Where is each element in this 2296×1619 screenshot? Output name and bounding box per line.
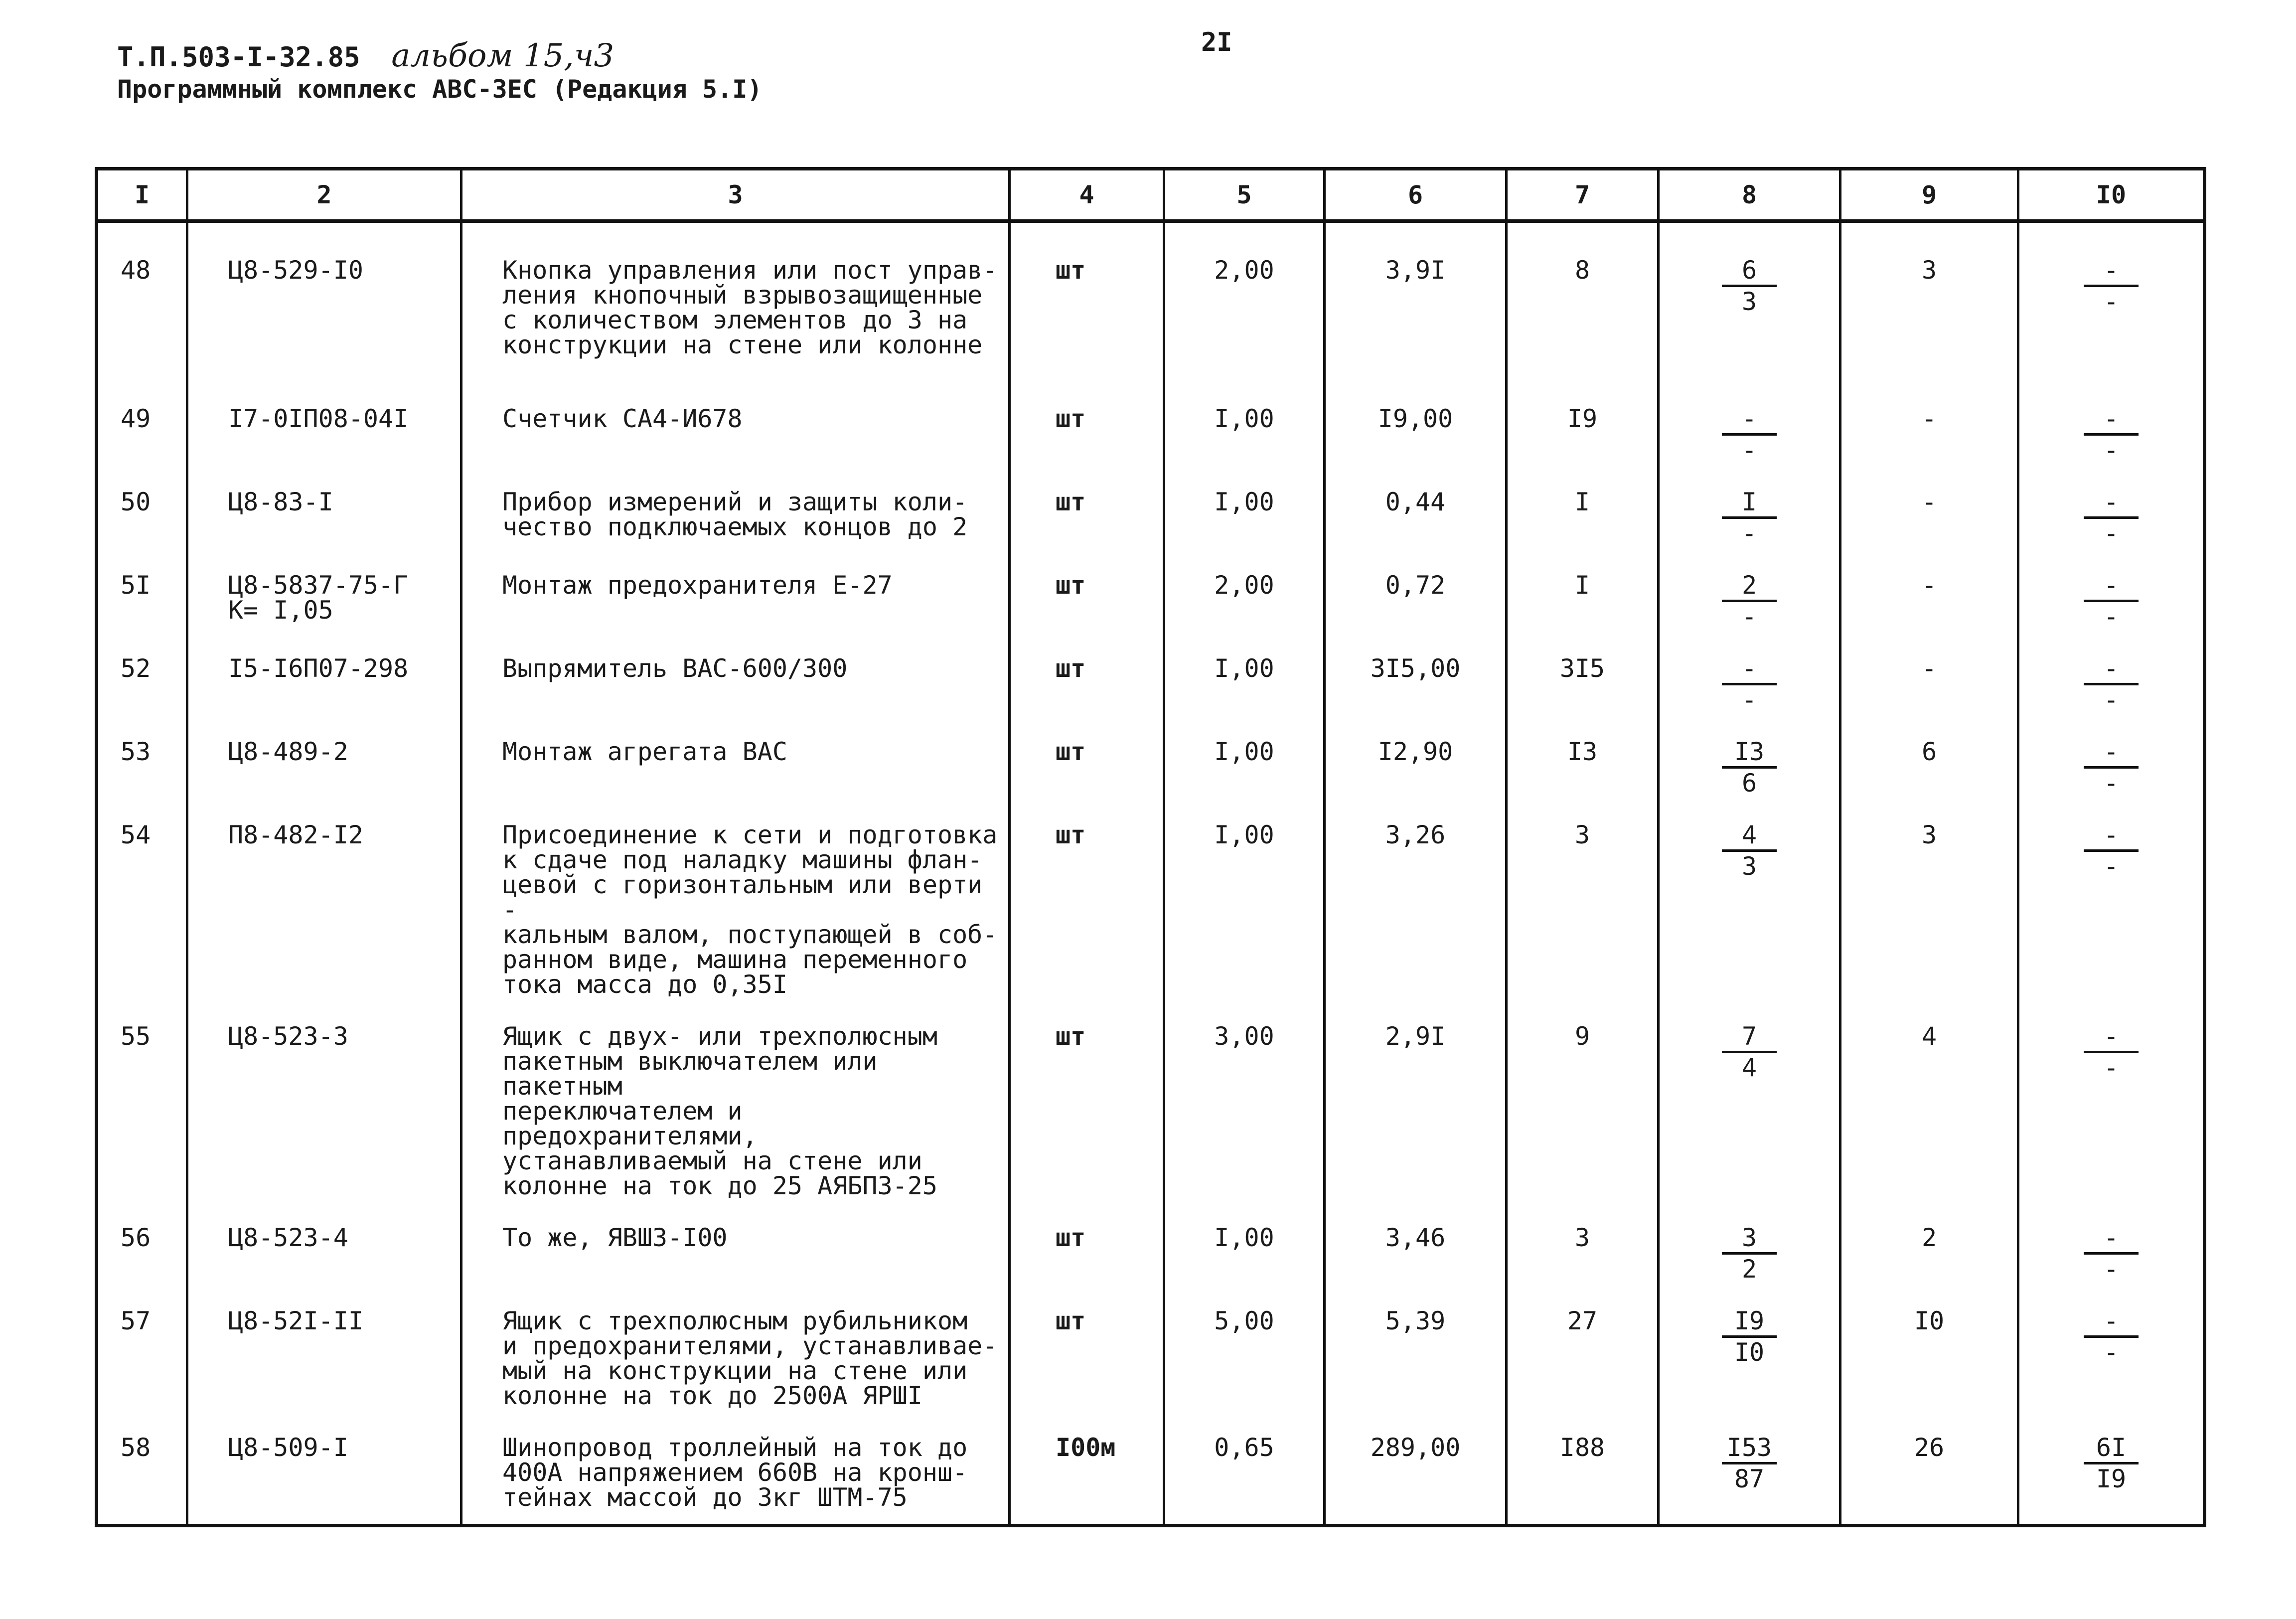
col8-fraction — [1659, 477, 1840, 560]
work-description: Монтаж предохранителя Е-27 — [461, 560, 1010, 643]
col9-value: - — [1840, 371, 2018, 477]
col10-fraction — [2018, 371, 2205, 477]
col10-numerator: - — [2084, 822, 2139, 852]
col8-fraction — [1659, 726, 1840, 810]
col10-fraction — [2018, 726, 2205, 810]
col9-value: - — [1840, 560, 2018, 643]
col8-denominator: 4 — [1741, 1053, 1757, 1082]
table-row — [97, 726, 2205, 810]
col10-numerator: - — [2084, 1024, 2139, 1053]
row-number: 52 — [97, 643, 187, 726]
col10-fraction — [2018, 1011, 2205, 1212]
col8-fraction — [1659, 643, 1840, 726]
col10-denominator: - — [2103, 1053, 2119, 1082]
col-header-10: I0 — [2018, 169, 2205, 221]
total-cost: 3 — [1507, 1212, 1659, 1295]
unit-price: 5,39 — [1325, 1295, 1507, 1422]
col10-numerator: 6I — [2084, 1435, 2139, 1464]
unit: шт — [1010, 371, 1164, 477]
col10-numerator: - — [2084, 258, 2139, 287]
unit-price: 2,9I — [1325, 1011, 1507, 1212]
col-header-5: 5 — [1164, 169, 1325, 221]
col10-numerator: - — [2084, 573, 2139, 602]
col-header-2: 2 — [187, 169, 461, 221]
col8-numerator: I53 — [1722, 1435, 1777, 1464]
total-cost: I9 — [1507, 371, 1659, 477]
row-number: 57 — [97, 1295, 187, 1422]
rate-code: Ц8-523-3 — [187, 1011, 461, 1212]
col8-fraction — [1659, 810, 1840, 1011]
unit: шт — [1010, 1212, 1164, 1295]
total-cost: I — [1507, 560, 1659, 643]
col9-value: I0 — [1840, 1295, 2018, 1422]
col10-numerator: - — [2084, 406, 2139, 436]
col9-value: 26 — [1840, 1422, 2018, 1526]
col10-denominator: - — [2103, 1338, 2119, 1367]
col8-denominator: - — [1741, 602, 1757, 631]
col8-fraction — [1659, 221, 1840, 372]
table-row — [97, 1295, 2205, 1422]
total-cost: 9 — [1507, 1011, 1659, 1212]
table-row — [97, 371, 2205, 477]
col10-fraction — [2018, 1212, 2205, 1295]
col8-numerator: - — [1722, 656, 1777, 685]
rate-code: Ц8-52I-II — [187, 1295, 461, 1422]
col8-fraction — [1659, 1422, 1840, 1526]
handwritten-note: альбом 15,ч3 — [391, 37, 614, 74]
col10-numerator: - — [2084, 739, 2139, 769]
col8-denominator: 2 — [1741, 1255, 1757, 1284]
row-number: 48 — [97, 221, 187, 372]
rate-code: I5-I6П07-298 — [187, 643, 461, 726]
col10-denominator: - — [2103, 436, 2119, 465]
table-row — [97, 1422, 2205, 1526]
unit: шт — [1010, 1295, 1164, 1422]
unit: I00м — [1010, 1422, 1164, 1526]
col9-value: - — [1840, 643, 2018, 726]
document-subtitle: Программный комплекс АВС-3ЕС (Редакция 5.I) — [117, 75, 763, 104]
rate-code: Ц8-509-I — [187, 1422, 461, 1526]
table-row — [97, 221, 2205, 372]
unit: шт — [1010, 477, 1164, 560]
quantity: 3,00 — [1164, 1011, 1325, 1212]
col10-denominator: - — [2103, 1255, 2119, 1284]
col8-fraction — [1659, 560, 1840, 643]
col10-numerator: - — [2084, 1225, 2139, 1255]
quantity: 5,00 — [1164, 1295, 1325, 1422]
col-header-9: 9 — [1840, 169, 2018, 221]
table-row — [97, 1011, 2205, 1212]
work-description: Выпрямитель ВАС-600/300 — [461, 643, 1010, 726]
work-description: Счетчик СА4-И678 — [461, 371, 1010, 477]
row-number: 5I — [97, 560, 187, 643]
page-number: 2I — [1201, 27, 1232, 57]
col8-numerator: 3 — [1722, 1225, 1777, 1255]
col8-numerator: 4 — [1722, 822, 1777, 852]
unit: шт — [1010, 643, 1164, 726]
total-cost: 8 — [1507, 221, 1659, 372]
col8-fraction — [1659, 1212, 1840, 1295]
col8-fraction — [1659, 1011, 1840, 1212]
col8-denominator: 3 — [1741, 852, 1757, 881]
work-description: Присоединение к сети и подготовка к сдаче под наладку машины флан- цевой с горизонтальным или верти - кальным валом, поступающей в соб- ранном виде, машина переменного тока масса до 0,35I — [461, 810, 1010, 1011]
document-code-text: Т.П.503-I-32.85 — [117, 41, 360, 73]
quantity: I,00 — [1164, 1212, 1325, 1295]
row-number: 56 — [97, 1212, 187, 1295]
row-number: 54 — [97, 810, 187, 1011]
col10-fraction — [2018, 643, 2205, 726]
col9-value: 2 — [1840, 1212, 2018, 1295]
col-header-6: 6 — [1325, 169, 1507, 221]
unit-price: 289,00 — [1325, 1422, 1507, 1526]
unit-price: 3I5,00 — [1325, 643, 1507, 726]
col8-fraction — [1659, 1295, 1840, 1422]
unit-price: I2,90 — [1325, 726, 1507, 810]
quantity: 2,00 — [1164, 560, 1325, 643]
total-cost: 3 — [1507, 810, 1659, 1011]
table-row — [97, 477, 2205, 560]
col10-denominator: - — [2103, 602, 2119, 631]
quantity: I,00 — [1164, 371, 1325, 477]
total-cost: I — [1507, 477, 1659, 560]
unit-price: 3,9I — [1325, 221, 1507, 372]
row-number: 49 — [97, 371, 187, 477]
table-body — [97, 221, 2205, 1526]
total-cost: 27 — [1507, 1295, 1659, 1422]
col-header-7: 7 — [1507, 169, 1659, 221]
work-description: Монтаж агрегата ВАС — [461, 726, 1010, 810]
table-row — [97, 643, 2205, 726]
work-description: Кнопка управления или пост управ- ления кнопочный взрывозащищенные с количеством элементов до 3 на конструкции на стене или колонне — [461, 221, 1010, 372]
work-description: То же, ЯВШЗ-I00 — [461, 1212, 1010, 1295]
col8-denominator: 3 — [1741, 287, 1757, 316]
col8-numerator: 2 — [1722, 573, 1777, 602]
rate-code: Ц8-523-4 — [187, 1212, 461, 1295]
col8-denominator: - — [1741, 685, 1757, 714]
col8-numerator: I9 — [1722, 1308, 1777, 1338]
col8-numerator: I3 — [1722, 739, 1777, 769]
quantity: 0,65 — [1164, 1422, 1325, 1526]
unit-price: 3,46 — [1325, 1212, 1507, 1295]
rate-code: Ц8-83-I — [187, 477, 461, 560]
row-number: 50 — [97, 477, 187, 560]
unit: шт — [1010, 726, 1164, 810]
total-cost: I3 — [1507, 726, 1659, 810]
col9-value: - — [1840, 477, 2018, 560]
col-header-8: 8 — [1659, 169, 1840, 221]
col9-value: 3 — [1840, 810, 2018, 1011]
col10-denominator: - — [2103, 685, 2119, 714]
col9-value: 6 — [1840, 726, 2018, 810]
table-header — [97, 169, 2205, 221]
quantity: 2,00 — [1164, 221, 1325, 372]
col10-fraction — [2018, 477, 2205, 560]
unit-price: I9,00 — [1325, 371, 1507, 477]
col10-numerator: - — [2084, 1308, 2139, 1338]
col-header-1: I — [97, 169, 187, 221]
total-cost: 3I5 — [1507, 643, 1659, 726]
table-row — [97, 810, 2205, 1011]
unit-price: 0,44 — [1325, 477, 1507, 560]
quantity: I,00 — [1164, 643, 1325, 726]
work-description: Ящик с трехполюсным рубильником и предохранителями, устанавливае- мый на конструкции на стене или колонне на ток до 2500А ЯРШI — [461, 1295, 1010, 1422]
work-description: Ящик с двух- или трехполюсным пакетным выключателем или пакетным переключателем и предохранителями, устанавливаемый на стене или колонне на ток до 25 АЯБПЗ-25 — [461, 1011, 1010, 1212]
rate-code: Ц8-489-2 — [187, 726, 461, 810]
col8-denominator: 87 — [1734, 1464, 1765, 1493]
col10-fraction — [2018, 1422, 2205, 1526]
rate-code: I7-0IП08-04I — [187, 371, 461, 477]
row-number: 53 — [97, 726, 187, 810]
col8-numerator: I — [1722, 489, 1777, 519]
row-number: 55 — [97, 1011, 187, 1212]
col8-numerator: 7 — [1722, 1024, 1777, 1053]
col10-fraction — [2018, 221, 2205, 372]
col8-denominator: 6 — [1741, 769, 1757, 798]
work-description: Прибор измерений и защиты коли- чество подключаемых концов до 2 — [461, 477, 1010, 560]
col8-fraction — [1659, 371, 1840, 477]
col10-denominator: - — [2103, 852, 2119, 881]
document-code — [117, 37, 614, 74]
col8-denominator: - — [1741, 436, 1757, 465]
col10-fraction — [2018, 560, 2205, 643]
rate-code: Ц8-5837-75-Г К= I,05 — [187, 560, 461, 643]
quantity: I,00 — [1164, 810, 1325, 1011]
col10-fraction — [2018, 1295, 2205, 1422]
unit: шт — [1010, 810, 1164, 1011]
rate-code: Ц8-529-I0 — [187, 221, 461, 372]
col10-denominator: - — [2103, 287, 2119, 316]
unit: шт — [1010, 221, 1164, 372]
quantity: I,00 — [1164, 726, 1325, 810]
col10-fraction — [2018, 810, 2205, 1011]
col-header-4: 4 — [1010, 169, 1164, 221]
col10-numerator: - — [2084, 656, 2139, 685]
unit: шт — [1010, 1011, 1164, 1212]
col9-value: 4 — [1840, 1011, 2018, 1212]
col10-denominator: I9 — [2096, 1464, 2127, 1493]
table-row — [97, 560, 2205, 643]
col8-numerator: 6 — [1722, 258, 1777, 287]
col8-numerator: - — [1722, 406, 1777, 436]
unit-price: 0,72 — [1325, 560, 1507, 643]
row-number: 58 — [97, 1422, 187, 1526]
col10-denominator: - — [2103, 519, 2119, 548]
unit: шт — [1010, 560, 1164, 643]
total-cost: I88 — [1507, 1422, 1659, 1526]
work-description: Шинопровод троллейный на ток до 400А напряжением 660В на кронш- тейнах массой до 3кг ШТМ-75 — [461, 1422, 1010, 1526]
estimate-table — [95, 167, 2206, 1527]
col8-denominator: I0 — [1734, 1338, 1765, 1367]
unit-price: 3,26 — [1325, 810, 1507, 1011]
quantity: I,00 — [1164, 477, 1325, 560]
rate-code: П8-482-I2 — [187, 810, 461, 1011]
col9-value: 3 — [1840, 221, 2018, 372]
col10-numerator: - — [2084, 489, 2139, 519]
table-row — [97, 1212, 2205, 1295]
col-header-3: 3 — [461, 169, 1010, 221]
col8-denominator: - — [1741, 519, 1757, 548]
col10-denominator: - — [2103, 769, 2119, 798]
